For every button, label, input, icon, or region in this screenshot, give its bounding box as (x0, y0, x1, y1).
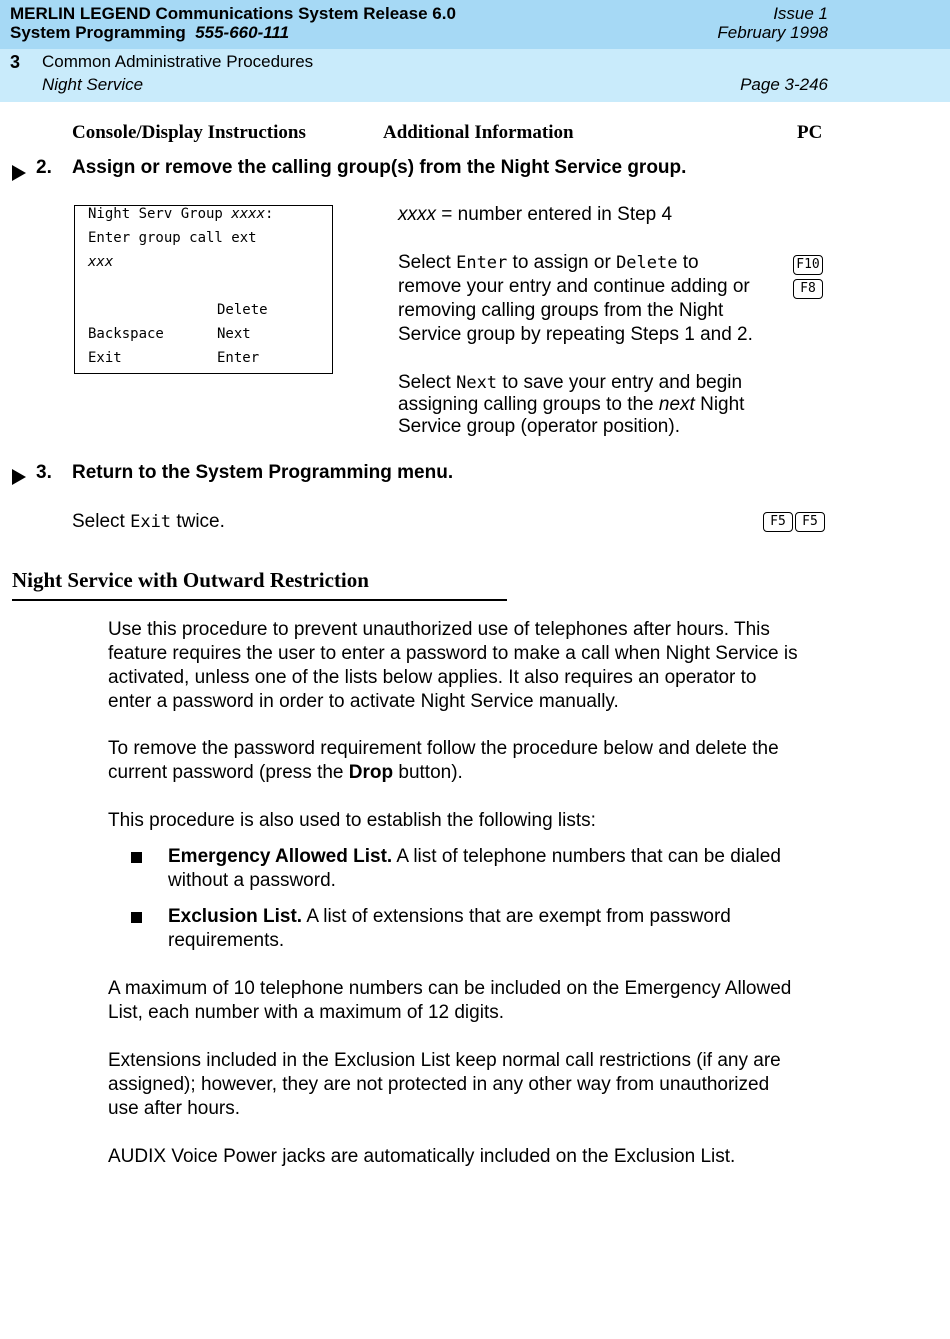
info-variable-note: xxxx = number entered in Step 4 (398, 204, 673, 225)
section-name: Night Service (42, 75, 144, 94)
paragraph-line: assigned); however, they are not protected in any other way from unauthorized (108, 1074, 770, 1095)
step-heading: Assign or remove the calling group(s) from the Night Service group. (72, 157, 687, 178)
document-title: MERLIN LEGEND Communications System Release 6.0 (10, 4, 456, 23)
document-subtitle: System Programming 555-660-111 (10, 23, 290, 42)
paragraph-line: Use this procedure to prevent unauthorized use of telephones after hours. This (108, 619, 770, 640)
step-heading: Return to the System Programming menu. (72, 462, 454, 483)
chapter-title: Common Administrative Procedures (42, 52, 314, 71)
paragraph-remove-password (108, 737, 779, 785)
document-number: 555-660-111 (195, 23, 290, 42)
display-line-2: Enter group call ext (88, 230, 257, 246)
info-assign-line1: Select Enter to assign or Delete to (398, 252, 699, 273)
paragraph-line: current password (press the Drop button). (108, 762, 463, 783)
paragraph-line: feature requires the user to enter a password to make a call when Night Service is (108, 643, 798, 664)
paragraph-audix (108, 1145, 735, 1169)
paragraph-lists-intro (108, 809, 596, 833)
list-item-emergency (168, 845, 781, 893)
section-heading: Night Service with Outward Restriction (12, 568, 369, 592)
bullet-icon (131, 852, 142, 863)
step-instruction: Select Exit twice. (72, 511, 225, 532)
page-number: Page 3-246 (740, 75, 828, 94)
info-next-line3: Service group (operator position). (398, 416, 680, 437)
chapter-number: 3 (10, 52, 21, 72)
section-rule (12, 599, 507, 601)
info-assign-line3: removing calling groups from the Night (398, 300, 724, 321)
info-next-line2: assigning calling groups to the next Night (398, 394, 745, 415)
date-label: February 1998 (717, 23, 828, 42)
column-heading-pc: PC (797, 122, 823, 143)
f5-key[interactable]: F5 (763, 512, 793, 532)
step-number: 2. (36, 157, 52, 178)
step-arrow-icon (12, 165, 26, 181)
display-backspace-option[interactable]: Backspace (88, 326, 164, 342)
paragraph-line: To remove the password requirement follow the procedure below and delete the (108, 738, 779, 759)
column-heading-additional: Additional Information (383, 122, 574, 143)
paragraph-line: Exclusion List. A list of extensions that are exempt from password (168, 906, 731, 927)
column-heading-console: Console/Display Instructions (72, 122, 306, 143)
paragraph-line: Emergency Allowed List. A list of telephone numbers that can be dialed (168, 846, 781, 867)
paragraph-line: use after hours. (108, 1098, 241, 1119)
console-display-screen (74, 205, 333, 374)
f10-key[interactable]: F10 (793, 255, 823, 275)
list-item-exclusion (168, 905, 731, 953)
paragraph-line: AUDIX Voice Power jacks are automatically included on the Exclusion List. (108, 1146, 736, 1167)
step-arrow-icon (12, 469, 26, 485)
paragraph-line: List, each number with a maximum of 12 digits. (108, 1002, 505, 1023)
info-assign-line4: Service group by repeating Steps 1 and 2. (398, 324, 753, 345)
paragraph-line: This procedure is also used to establish the following lists: (108, 810, 596, 831)
info-next-line1: Select Next to save your entry and begin (398, 372, 743, 393)
issue-label: Issue 1 (773, 4, 828, 23)
paragraph-line: enter a password in order to activate Night Service manually. (108, 691, 619, 712)
bullet-icon (131, 912, 142, 923)
step-number: 3. (36, 462, 52, 483)
paragraph-extensions (108, 1049, 781, 1121)
paragraph-line: without a password. (168, 870, 336, 891)
paragraph-line: A maximum of 10 telephone numbers can be included on the Emergency Allowed (108, 978, 792, 999)
paragraph-line: activated, unless one of the lists below applies. It also requires an operator to (108, 667, 757, 688)
display-exit-option[interactable]: Exit (88, 350, 122, 366)
paragraph-maximum (108, 977, 791, 1025)
info-assign-line2: remove your entry and continue adding or (398, 276, 750, 297)
paragraph-line: requirements. (168, 930, 285, 951)
paragraph-intro (108, 618, 798, 714)
display-next-option[interactable]: Next (217, 326, 251, 342)
display-line-3: xxx (88, 254, 114, 270)
f8-key[interactable]: F8 (793, 279, 823, 299)
f5-key[interactable]: F5 (795, 512, 825, 532)
display-line-1: Night Serv Group xxxx: (88, 206, 274, 222)
display-delete-option[interactable]: Delete (217, 302, 268, 318)
display-enter-option[interactable]: Enter (217, 350, 260, 366)
paragraph-line: Extensions included in the Exclusion List keep normal call restrictions (if any are (108, 1050, 781, 1071)
